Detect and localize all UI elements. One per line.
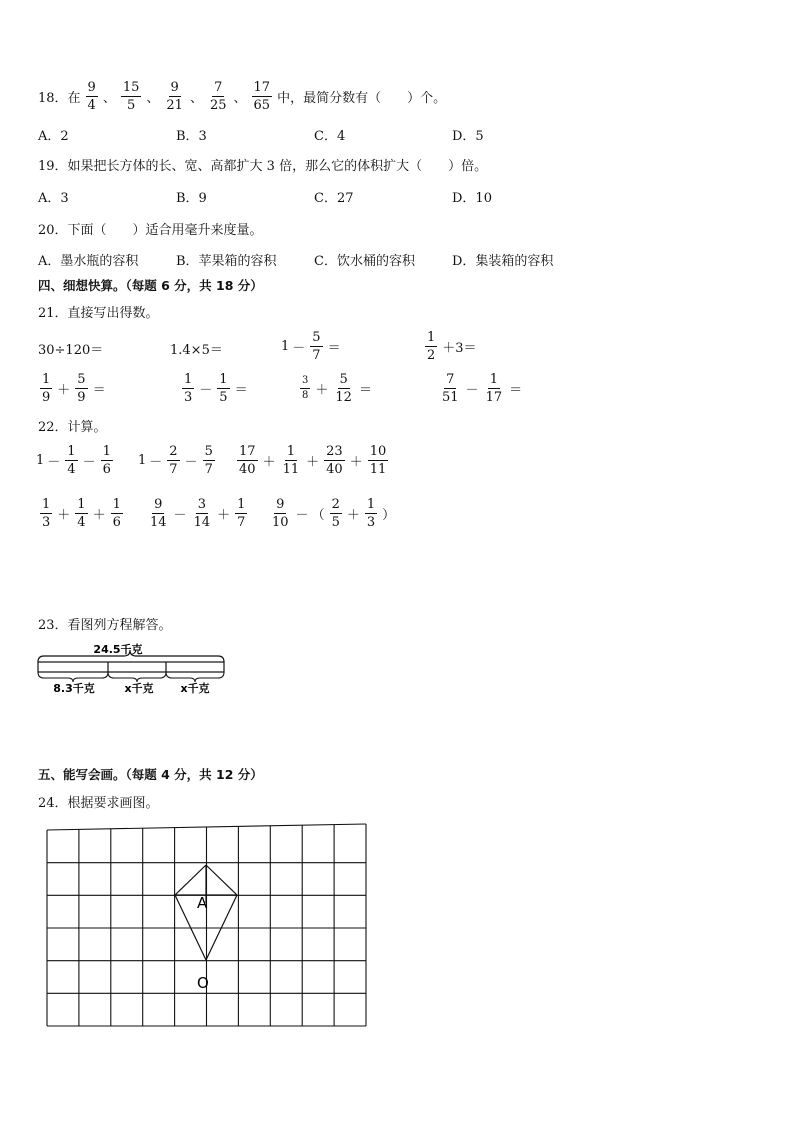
q18-fraction-1: $\frac{9}{4}$: [87, 79, 96, 113]
q24-label-o: O: [197, 974, 209, 992]
q19-option-c[interactable]: C．27: [314, 191, 354, 206]
q19-stem: 19．如果把长方体的长、宽、高都扩大 3 倍，那么它的体积扩大（ ）倍。: [38, 159, 488, 174]
q20-option-d[interactable]: D．集装箱的容积: [452, 254, 554, 269]
q24-label-a: A: [197, 894, 208, 912]
q20-option-c[interactable]: C．饮水桶的容积: [314, 254, 415, 269]
q21-expr-8: $\frac{7}{51}$ － $\frac{1}{17}$ ＝: [442, 371, 523, 405]
q18-fraction-4: $\frac{7}{25}$: [209, 79, 227, 113]
q18-stem: [38, 78, 446, 114]
q20-option-b[interactable]: B．苹果箱的容积: [176, 254, 277, 269]
q23-part-label-3: x千克: [180, 682, 210, 695]
q21-stem: 21．直接写出得数。: [38, 306, 159, 321]
q23-part-label-2: x千克: [124, 682, 154, 695]
q22-expr-4: $\frac{1}{3}$ ＋ $\frac{1}{4}$ ＋ $\frac{1}{6}$: [42, 496, 121, 530]
q18-option-b[interactable]: B．3: [176, 129, 207, 144]
q21-expr-5: $\frac{1}{9}$ ＋ $\frac{5}{9}$ ＝: [42, 371, 106, 405]
q18-option-d[interactable]: D．5: [452, 129, 484, 144]
q24-stem: 24．根据要求画图。: [38, 796, 159, 811]
q21-expr-2: 1.4×5＝: [170, 343, 223, 358]
q23-brace-1: [38, 672, 108, 682]
q22-stem: 22．计算。: [38, 420, 107, 435]
section-4-heading: 四、细想快算。（每题 6 分，共 18 分）: [38, 278, 263, 293]
q18-option-c[interactable]: C．4: [314, 129, 346, 144]
q18-prefix: 18．在: [38, 90, 81, 106]
kite-edge: [206, 865, 237, 895]
q19-option-a[interactable]: A．3: [38, 191, 69, 206]
q18-fraction-3: $\frac{9}{21}$: [166, 79, 183, 113]
q21-expr-7: $\frac{3}{8}$ ＋ $\frac{5}{12}$ ＝: [302, 371, 372, 405]
q22-expr-3: $\frac{17}{40}$ ＋ $\frac{1}{11}$ ＋ $\frac{23}{40}$ ＋ $\frac{10}{11}$: [239, 443, 387, 477]
q18-fraction-5: $\frac{17}{65}$: [253, 79, 271, 113]
kite-edge: [175, 865, 206, 895]
q18-fraction-2: $\frac{15}{5}$: [122, 79, 140, 113]
q20-stem: 20．下面（ ）适合用毫升来度量。: [38, 223, 263, 238]
q18-sep: 、: [189, 90, 203, 106]
q18-sep: 、: [146, 90, 160, 106]
q23-brace-2: [108, 672, 166, 682]
q18-sep: 、: [233, 90, 247, 106]
q21-expr-4: $\frac{1}{2}$ ＋3＝: [427, 329, 477, 363]
q22-expr-2: 1 － $\frac{2}{7}$ － $\frac{5}{7}$: [138, 443, 213, 477]
q18-sep: 、: [102, 90, 116, 106]
q24-grid: [44, 820, 370, 1032]
q23-stem: 23．看图列方程解答。: [38, 618, 172, 633]
q18-suffix: 中，最简分数有（ ）个。: [277, 90, 447, 106]
q23-bar: [38, 662, 224, 672]
q22-expr-5: $\frac{9}{14}$ － $\frac{3}{14}$ ＋ $\frac{1}{7}$: [150, 496, 246, 530]
section-5-heading: 五、能写会画。（每题 4 分，共 12 分）: [38, 767, 263, 782]
q18-option-a[interactable]: A．2: [38, 129, 69, 144]
q20-option-a[interactable]: A．墨水瓶的容积: [38, 254, 139, 269]
q23-diagram: [34, 640, 234, 700]
q19-option-d[interactable]: D．10: [452, 191, 492, 206]
q22-expr-6: $\frac{9}{10}$ － （ $\frac{2}{5}$ ＋ $\frac{1}{3}$ ）: [272, 496, 396, 530]
q21-expr-3: 1 － $\frac{5}{7}$ ＝: [281, 329, 341, 363]
q23-total-label: 24.5千克: [93, 643, 143, 656]
q21-expr-1: 30÷120＝: [38, 343, 104, 358]
q21-expr-6: $\frac{1}{3}$ － $\frac{1}{5}$ ＝: [184, 371, 248, 405]
q22-expr-1: 1 － $\frac{1}{4}$ － $\frac{1}{6}$: [36, 443, 111, 477]
q23-brace-3: [166, 672, 224, 682]
q19-option-b[interactable]: B．9: [176, 191, 207, 206]
q23-part-label-1: 8.3千克: [53, 682, 95, 695]
